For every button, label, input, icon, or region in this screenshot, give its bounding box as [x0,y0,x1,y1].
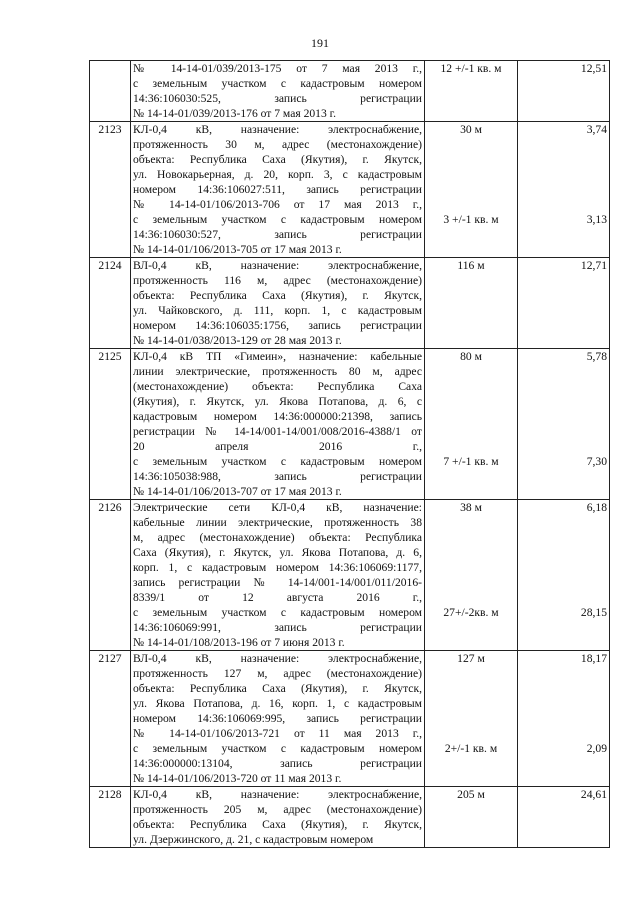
row-value-line: 12,51 [580,62,607,75]
table-row [90,500,610,651]
row-extent-line: 116 м [457,259,485,272]
row-extent-line: 27+/-2кв. м [443,606,499,619]
row-value [518,122,610,258]
row-value-line [520,182,607,197]
description-line: № 14-14-01/106/2013-705 от 17 мая 2013 г. [133,243,342,256]
row-extent [425,787,518,848]
row-extent-line [427,696,515,711]
row-number: 2127 [90,651,131,787]
row-extent-line [427,666,515,681]
row-value-line: 7,30 [586,455,607,468]
row-extent-line: 7 +/-1 кв. м [443,455,499,468]
row-extent-line: 12 +/-1 кв. м [440,62,502,75]
description-line: протяженность 127 м, адрес (местонахождение) [133,667,422,680]
row-value-line [520,515,607,530]
row-value-line [520,197,607,212]
description-line: протяженность 30 м, адрес (местонахождение) [133,138,422,151]
description-line: ВЛ-0,4 кВ, назначение: электроснабжение, [133,259,422,272]
row-value-line: 6,18 [586,501,607,514]
row-number: 2123 [90,122,131,258]
row-value-line [520,167,607,182]
row-extent-line: 38 м [460,501,482,514]
registry-table [89,60,610,848]
row-value-line: 18,17 [580,652,607,665]
row-value [518,651,610,787]
row-extent-line: 3 +/-1 кв. м [443,213,499,226]
description-line: № 14-14-01/039/2013-175 от 7 мая 2013 г., [133,62,422,75]
description-line: объекта: Республика Саха (Якутия), г. Якутск, [133,682,422,695]
description-line: 14:36:106030:525, запись регистрации [133,92,422,105]
row-extent-line: 205 м [457,788,485,801]
description-line: № 14-14-01/106/2013-721 от 11 мая 2013 г., [133,727,422,740]
row-number: 2126 [90,500,131,651]
row-extent-line [427,726,515,741]
row-value-line [520,545,607,560]
row-extent-line: 2+/-1 кв. м [444,742,498,755]
row-value-line: 3,74 [586,123,607,136]
description-line: с земельным участком с кадастровым номером [133,213,422,226]
registry-rows [90,61,610,848]
row-extent-line: 127 м [457,652,485,665]
description-line: номером 14:36:106027:511, запись регистрации [133,183,422,196]
row-description [131,258,425,349]
row-description [131,787,425,848]
table-row [90,787,610,848]
row-value [518,787,610,848]
row-extent-line [427,545,515,560]
row-extent [425,500,518,651]
row-extent-line [427,364,515,379]
row-description [131,61,425,122]
row-description [131,349,425,500]
description-line: (Якутия), г. Якутск, ул. Якова Потапова, д. 6, с [133,395,422,408]
row-extent-line [427,681,515,696]
row-extent [425,258,518,349]
description-line: объекта: Республика Саха (Якутия), г. Якутск, [133,153,422,166]
row-value-line [520,439,607,454]
row-extent [425,122,518,258]
description-line: № 14-14-01/108/2013-196 от 7 июня 2013 г. [133,636,345,649]
row-extent-line [427,152,515,167]
description-line: 8339/1 от 12 августа 2016 г., [133,591,422,604]
description-line: регистрации № 14-14/001-14/001/008/2016-4388/1 от [133,425,422,438]
row-value-line [520,364,607,379]
row-value [518,258,610,349]
row-extent [425,61,518,122]
row-value-line: 24,61 [580,788,607,801]
row-value-line [520,409,607,424]
page-number: 191 [311,36,329,50]
description-line: (местонахождение) объекта: Республика Саха [133,380,422,393]
row-number: 2125 [90,349,131,500]
description-line: с земельным участком с кадастровым номером [133,742,422,755]
row-value [518,61,610,122]
row-extent-line [427,590,515,605]
description-line: 14:36:106069:991, запись регистрации [133,621,422,634]
row-value-line [520,379,607,394]
description-line: КЛ-0,4 кВ ТП «Гимеин», назначение: кабельные [133,350,422,363]
description-line: Электрические сети КЛ-0,4 кВ, назначение: [133,501,422,514]
description-line: кабельные линии электрические, протяженность 38 [133,516,422,529]
table-row [90,349,610,500]
description-line: 14:36:105038:988, запись регистрации [133,470,422,483]
row-extent-line [427,424,515,439]
row-value-line [520,575,607,590]
row-description [131,651,425,787]
row-extent-line: 80 м [460,350,482,363]
row-number: 2124 [90,258,131,349]
row-value-line: 28,15 [580,606,607,619]
description-line: № 14-14-01/106/2013-706 от 17 мая 2013 г., [133,198,422,211]
description-line: объекта: Республика Саха (Якутия), г. Якутск, [133,818,422,831]
description-line: 14:36:000000:13104, запись регистрации [133,757,422,770]
description-line: с земельным участком с кадастровым номером [133,455,422,468]
row-extent-line [427,439,515,454]
row-value-line [520,560,607,575]
description-line: № 14-14-01/106/2013-707 от 17 мая 2013 г. [133,485,342,498]
description-line: протяженность 116 м, адрес (местонахождение) [133,274,422,287]
description-line: ВЛ-0,4 кВ, назначение: электроснабжение, [133,652,422,665]
table-row [90,258,610,349]
description-line: объекта: Республика Саха (Якутия), г. Якутск, [133,289,422,302]
description-line: с земельным участком с кадастровым номером [133,77,422,90]
description-line: КЛ-0,4 кВ, назначение: электроснабжение, [133,123,422,136]
row-extent-line [427,560,515,575]
row-extent-line [427,137,515,152]
description-line: ул. Новокарьерная, д. 20, корп. 3, с кадастровым [133,168,422,181]
row-value-line [520,711,607,726]
description-line: линии электрические, протяженность 80 м, адрес [133,365,422,378]
row-extent-line [427,515,515,530]
table-row [90,122,610,258]
row-extent-line [427,379,515,394]
row-value-line [520,530,607,545]
row-number: 2128 [90,787,131,848]
row-value-line [520,666,607,681]
row-value-line [520,696,607,711]
row-number [90,61,131,122]
description-line: корп. 1, с кадастровым номером 14:36:106069:1177, [133,561,422,574]
row-value-line: 2,09 [586,742,607,755]
description-line: ул. Дзержинского, д. 21, с кадастровым номером [133,833,374,846]
description-line: 20 апреля 2016 г., [133,440,422,453]
description-line: номером 14:36:106069:995, запись регистрации [133,712,422,725]
row-value-line: 3,13 [586,213,607,226]
row-extent [425,349,518,500]
row-description [131,122,425,258]
row-extent-line [427,711,515,726]
row-value-line: 5,78 [586,350,607,363]
description-line: м, адрес (местонахождение) объекта: Республика [133,531,422,544]
row-value [518,349,610,500]
description-line: ул. Чайковского, д. 111, корп. 1, с кадастровым [133,304,422,317]
row-extent-line [427,530,515,545]
row-description [131,500,425,651]
description-line: кадастровым номером 14:36:000000:21398, запись [133,410,422,423]
row-value-line [520,394,607,409]
row-value-line [520,137,607,152]
row-extent [425,651,518,787]
row-extent-line [427,182,515,197]
description-line: № 14-14-01/039/2013-176 от 7 мая 2013 г. [133,107,337,120]
row-extent-line [427,167,515,182]
row-extent-line [427,409,515,424]
description-line: протяженность 205 м, адрес (местонахождение) [133,803,422,816]
description-line: ул. Якова Потапова, д. 16, корп. 1, с кадастровым [133,697,422,710]
row-extent-line [427,394,515,409]
row-value-line [520,726,607,741]
row-value [518,500,610,651]
row-value-line [520,681,607,696]
description-line: № 14-14-01/038/2013-129 от 28 мая 2013 г. [133,334,342,347]
row-value-line [520,590,607,605]
description-line: № 14-14-01/106/2013-720 от 11 мая 2013 г. [133,772,342,785]
row-extent-line [427,197,515,212]
description-line: запись регистрации № 14-14/001-14/001/011/2016- [133,576,422,589]
description-line: 14:36:106030:527, запись регистрации [133,228,422,241]
row-value-line [520,152,607,167]
row-value-line [520,424,607,439]
table-row [90,61,610,122]
description-line: номером 14:36:106035:1756, запись регистрации [133,319,422,332]
description-line: КЛ-0,4 кВ, назначение: электроснабжение, [133,788,422,801]
description-line: Саха (Якутия), г. Якутск, ул. Якова Потапова, д. 6, [133,546,422,559]
row-extent-line [427,575,515,590]
description-line: с земельным участком с кадастровым номером [133,606,422,619]
table-row [90,651,610,787]
row-extent-line: 30 м [460,123,482,136]
row-value-line: 12,71 [580,259,607,272]
